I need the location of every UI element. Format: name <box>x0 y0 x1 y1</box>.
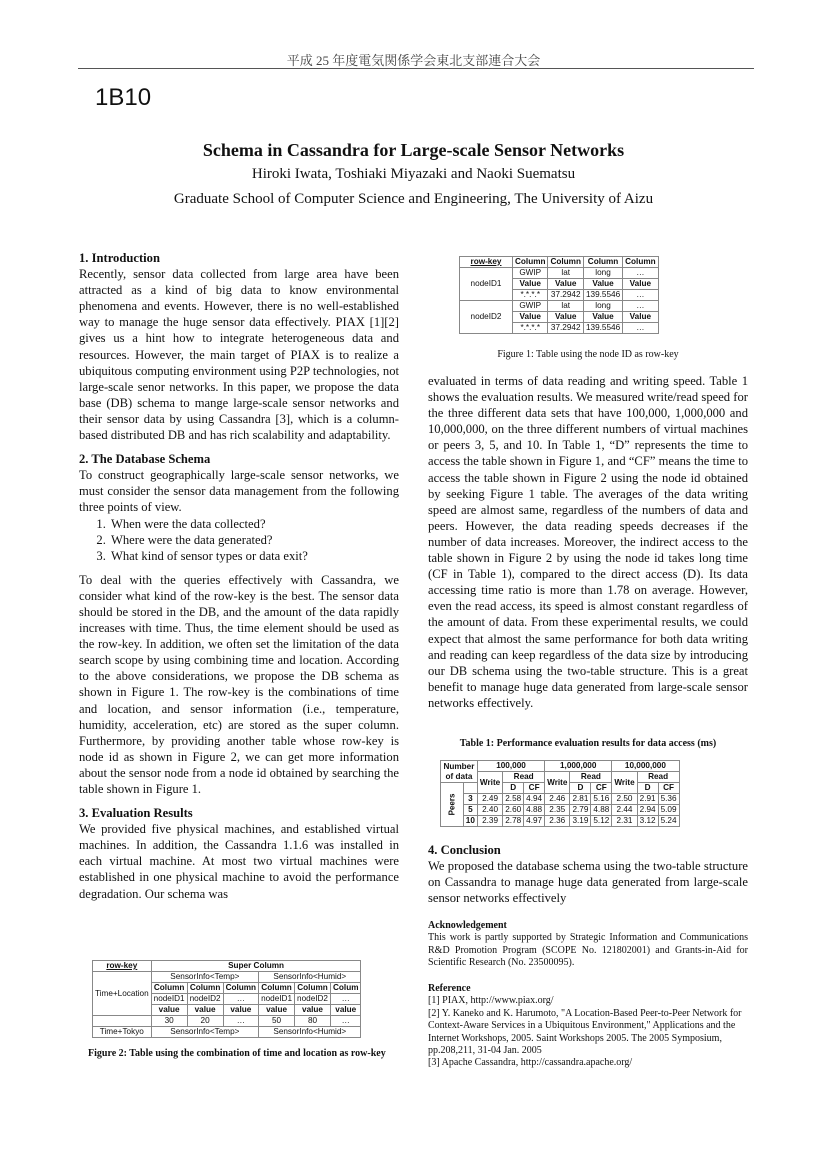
t1-val: 5.16 <box>591 794 612 805</box>
fig2-rowkey-2: Time+Tokyo <box>93 1027 152 1038</box>
t1-write-header: Write <box>612 772 637 794</box>
fig2-value-label: value <box>151 1005 187 1016</box>
fig1-node-1: nodeID1 <box>460 268 513 301</box>
t1-peers-label <box>441 783 464 827</box>
t1-peers: 3 <box>463 794 477 805</box>
fig2-dots: … <box>331 1016 361 1027</box>
fig2-node: nodeID2 <box>187 994 223 1005</box>
t1-val: 4.88 <box>591 805 612 816</box>
t1-write-header: Write <box>545 772 570 794</box>
t1-val: 2.44 <box>612 805 637 816</box>
fig1-cell: 37.2942 <box>548 290 583 301</box>
t1-spacer <box>463 783 477 794</box>
fig2-super-header: Super Column <box>151 961 361 972</box>
figure-1-table <box>459 256 659 334</box>
t1-val: 2.39 <box>477 816 502 827</box>
conclusion-section <box>428 842 748 906</box>
t1-val: 3.12 <box>637 816 658 827</box>
conference-header: 平成 25 年度電気関係学会東北支部連合大会 <box>286 53 541 68</box>
figure-2-caption: Figure 2: Table using the combination of time and location as row-key <box>88 1048 386 1059</box>
t1-number-label: Number <box>443 761 475 771</box>
ack-text: This work is partly supported by Strategic Information and Communications R&D Promotion Program (SCOPE No. 121802001) and Grants-in-Aid for Scientific Research (No. 23500095). <box>428 932 748 969</box>
ref-item: [3] Apache Cassandra, http://cassandra.apache.org/ <box>428 1057 633 1069</box>
eval-heading: 3. Evaluation Results <box>79 806 193 821</box>
schema-point: 2. Where were the data generated? <box>109 532 399 548</box>
schema-text-2: To deal with the queries effectively with Cassandra, we consider what kind of the row-key is the best. The sensor data should be stored in the DB, and the amount of the data rapidly increases with time. Thus, the time element should be used as the row-key. In addition, we often set the limitation of the data search scope by using combining time and location. According to the above considerations, we propose the DB schema as shown in Figure 1. The row-key is the combinations of time and location, and sensor information (i.e., temperature, humidity, acceleration, etc) are stored as the super column. Furthermore, by providing another table whose row-key is node id as shown in Figure 2, we can get more information about the sensor node from a node id obtained by searching the table shown in Figure 1. <box>79 572 399 796</box>
table-row <box>441 805 680 816</box>
t1-val: 2.46 <box>545 794 570 805</box>
figure-1 <box>459 256 659 334</box>
acknowledgement-section <box>428 920 748 970</box>
paper-affiliation: Graduate School of Computer Science and Engineering, The University of Aizu <box>173 191 654 207</box>
fig2-col: Column <box>187 983 223 994</box>
fig1-value-label: Value <box>623 279 658 290</box>
fig2-value: 30 <box>151 1016 187 1027</box>
table-row <box>441 794 680 805</box>
fig1-cell: … <box>623 268 658 279</box>
t1-val: 2.36 <box>545 816 570 827</box>
t1-val: 2.58 <box>503 794 524 805</box>
fig1-cell: *.*.*.* <box>513 290 548 301</box>
t1-val: 2.35 <box>545 805 570 816</box>
t1-val: 2.49 <box>477 794 502 805</box>
left-column <box>79 250 399 902</box>
fig2-value-label: value <box>187 1005 223 1016</box>
t1-peers: 10 <box>463 816 477 827</box>
t1-peers: 5 <box>463 805 477 816</box>
schema-point: 1. When were the data collected? <box>109 516 399 532</box>
t1-val: 4.94 <box>524 794 545 805</box>
t1-val: 2.78 <box>503 816 524 827</box>
fig2-rowkey-1: Time+Location <box>93 972 152 1016</box>
performance-table <box>440 760 680 827</box>
fig2-rowkey-header: row-key <box>93 961 152 972</box>
ref-item: [1] PIAX, http://www.piax.org/ <box>428 995 554 1007</box>
fig1-cell: GWIP <box>513 301 548 312</box>
fig2-col: Column <box>151 983 187 994</box>
t1-val: 5.09 <box>658 805 679 816</box>
fig2-spacer <box>93 1016 152 1027</box>
t1-d-header: D <box>570 783 591 794</box>
t1-number-of-data <box>441 761 478 783</box>
fig1-value-label: Value <box>513 312 548 323</box>
t1-d-header: D <box>503 783 524 794</box>
fig1-cell: 139.5546 <box>583 290 622 301</box>
right-column <box>428 373 748 711</box>
reference-section <box>428 983 748 1070</box>
intro-heading: 1. Introduction <box>79 251 160 265</box>
fig1-cell: GWIP <box>513 268 548 279</box>
figure-1-caption-text: Figure 1: Table using the node ID as row-key <box>497 349 679 360</box>
t1-peers-text: Peers <box>447 793 457 816</box>
fig2-node: nodeID1 <box>259 994 295 1005</box>
t1-read-header: Read <box>503 772 545 783</box>
t1-group-header: 100,000 <box>477 761 544 772</box>
eval-text-left: We provided five physical machines, and established virtual machines. In addition, the Cassandra 1.1.6 was installed in each virtual machine. At most two virtual machines were established in one physical machine to avoid the performance degradation. Our schema was <box>79 822 399 901</box>
t1-val: 4.97 <box>524 816 545 827</box>
fig2-dots: … <box>223 1016 258 1027</box>
t1-cf-header: CF <box>524 783 545 794</box>
fig2-value-label: value <box>295 1005 331 1016</box>
fig1-col-header: Column <box>583 257 622 268</box>
fig2-value: 80 <box>295 1016 331 1027</box>
t1-val: 5.36 <box>658 794 679 805</box>
figure-2 <box>92 960 361 1038</box>
fig2-humid: SensorInfo<Humid> <box>259 1027 361 1038</box>
t1-cf-header: CF <box>658 783 679 794</box>
conclusion-text: We proposed the database schema using the two-table structure on Cassandra to manage huge data generated from large-scale sensor networks effectively <box>428 859 748 906</box>
ref-item: [2] Y. Kaneko and K. Harumoto, "A Location-Based Peer-to-Peer Network for Context-Aware Services in a Ubiquitous Environment," Applications and the Internet Workshops, 2005. Saint Workshops 2005. The 2005 Symposium, pp.208,211, 31-04 Jan. 2005 <box>428 1007 742 1057</box>
figure-2-table <box>92 960 361 1038</box>
schema-point: 3. What kind of sensor types or data exit? <box>109 548 399 564</box>
fig1-cell: *.*.*.* <box>513 323 548 334</box>
fig2-col: Column <box>295 983 331 994</box>
fig2-node: nodeID1 <box>151 994 187 1005</box>
ref-heading: Reference <box>428 983 471 994</box>
schema-text-1: To construct geographically large-scale sensor networks, we must consider the sensor data management from the following three points of view. <box>79 468 399 515</box>
fig1-value-label: Value <box>548 279 583 290</box>
fig2-value-label: value <box>223 1005 258 1016</box>
fig2-temp: SensorInfo<Temp> <box>151 1027 258 1038</box>
t1-val: 2.31 <box>612 816 637 827</box>
t1-read-header: Read <box>570 772 612 783</box>
schema-points <box>79 516 399 564</box>
fig2-col: Column <box>223 983 258 994</box>
t1-write-header: Write <box>477 772 502 794</box>
fig1-cell: lat <box>548 268 583 279</box>
t1-val: 2.40 <box>477 805 502 816</box>
fig2-value: 20 <box>187 1016 223 1027</box>
fig2-node: nodeID2 <box>295 994 331 1005</box>
fig2-value: 50 <box>259 1016 295 1027</box>
fig1-col-header: Column <box>513 257 548 268</box>
paper-title: Schema in Cassandra for Large-scale Sensor Networks <box>202 140 625 160</box>
paper-authors: Hiroki Iwata, Toshiaki Miyazaki and Naoki Suematsu <box>251 166 576 182</box>
fig2-temp: SensorInfo<Temp> <box>151 972 258 983</box>
t1-val: 5.12 <box>591 816 612 827</box>
ack-heading: Acknowledgement <box>428 920 507 931</box>
fig1-value-label: Value <box>583 312 622 323</box>
eval-text-right: evaluated in terms of data reading and writing speed. Table 1 shows the evaluation results. We measured write/read speed for the three different data sets that have 100,000, 1,000,000 and 10,000,000, on the three different numbers of virtual machines or peers 3, 5, and 10. In Table 1, “D” represents the time to access the table shown in Figure 1, and “CF” means the time to access the table shown in Figure 2 using the node id obtained by seeking Figure 1 table. The averages of the data writing speed are almost same, regardless of the numbers of data and peers. However, the data reading speeds decreases if the number of data increases. Moreover, the indirect access to the table shown in Figure 2 by using the node id takes long time (CF in Table 1), compared to the direct access (D). Its data accessing time ratio is more than 1.78 on average. However, even the read access, its speed is almost constant regardless of the amount of data. From these experimental results, we could expect that almost the same performance for both data writing and reading can keep regardless of the data size by introducing our DB schema using the two-table structure. This is a great benefit to manage huge data generated from large-scale sensor networks effectively. <box>428 374 748 710</box>
fig2-dots: … <box>223 994 258 1005</box>
t1-read-header: Read <box>637 772 679 783</box>
intro-text: Recently, sensor data collected from large area have been attracted as a kind of big data to know environmental phenomena and events. However, there is no well-established way to manage the huge sensor data effectively. PIAX [1][2] gives us a hint how to integrate heterogeneous data and resources. However, the main target of PIAX is to realize a ubiquitous computing environment using P2P technologies, not large-scale senor networks. In this paper, we propose the data base (DB) schema to mange large-scale sensor networks and their sensor data by using Cassandra [3], which is a column-based distributed DB and has rich scalability and adaptability. <box>79 267 399 443</box>
t1-d-header: D <box>637 783 658 794</box>
fig1-rowkey-header: row-key <box>460 257 513 268</box>
table-1 <box>440 760 680 827</box>
fig1-cell: … <box>623 301 658 312</box>
fig1-cell: long <box>583 268 622 279</box>
t1-val: 2.60 <box>503 805 524 816</box>
fig1-cell: … <box>623 323 658 334</box>
t1-val: 5.24 <box>658 816 679 827</box>
t1-val: 2.79 <box>570 805 591 816</box>
fig2-value-label: value <box>259 1005 295 1016</box>
fig1-cell: lat <box>548 301 583 312</box>
fig1-value-label: Value <box>583 279 622 290</box>
fig1-value-label: Value <box>623 312 658 323</box>
figure-1-caption <box>428 349 748 360</box>
schema-heading: 2. The Database Schema <box>79 452 211 467</box>
fig1-value-label: Value <box>548 312 583 323</box>
t1-val: 4.88 <box>524 805 545 816</box>
fig2-value-label: value <box>331 1005 361 1016</box>
fig1-node-2: nodeID2 <box>460 301 513 334</box>
t1-of-data-label: of data <box>445 771 473 781</box>
fig2-dots: … <box>331 994 361 1005</box>
fig1-cell: … <box>623 290 658 301</box>
fig2-humid: SensorInfo<Humid> <box>259 972 361 983</box>
paper-code: 1B10 <box>95 84 152 111</box>
conclusion-heading: 4. Conclusion <box>428 843 501 857</box>
t1-val: 2.91 <box>637 794 658 805</box>
table-1-caption: Table 1: Performance evaluation results for data access (ms) <box>459 738 717 749</box>
t1-val: 3.19 <box>570 816 591 827</box>
fig1-col-header: Column <box>623 257 658 268</box>
fig1-cell: long <box>583 301 622 312</box>
t1-group-header: 10,000,000 <box>612 761 679 772</box>
t1-group-header: 1,000,000 <box>545 761 612 772</box>
fig1-cell: 139.5546 <box>583 323 622 334</box>
t1-cf-header: CF <box>591 783 612 794</box>
fig1-value-label: Value <box>513 279 548 290</box>
fig1-cell: 37.2942 <box>548 323 583 334</box>
fig1-col-header: Column <box>548 257 583 268</box>
table-row <box>441 816 680 827</box>
fig2-col: Column <box>259 983 295 994</box>
t1-val: 2.81 <box>570 794 591 805</box>
fig2-col: Colum <box>331 983 361 994</box>
t1-val: 2.94 <box>637 805 658 816</box>
t1-val: 2.50 <box>612 794 637 805</box>
header-rule <box>78 68 754 69</box>
